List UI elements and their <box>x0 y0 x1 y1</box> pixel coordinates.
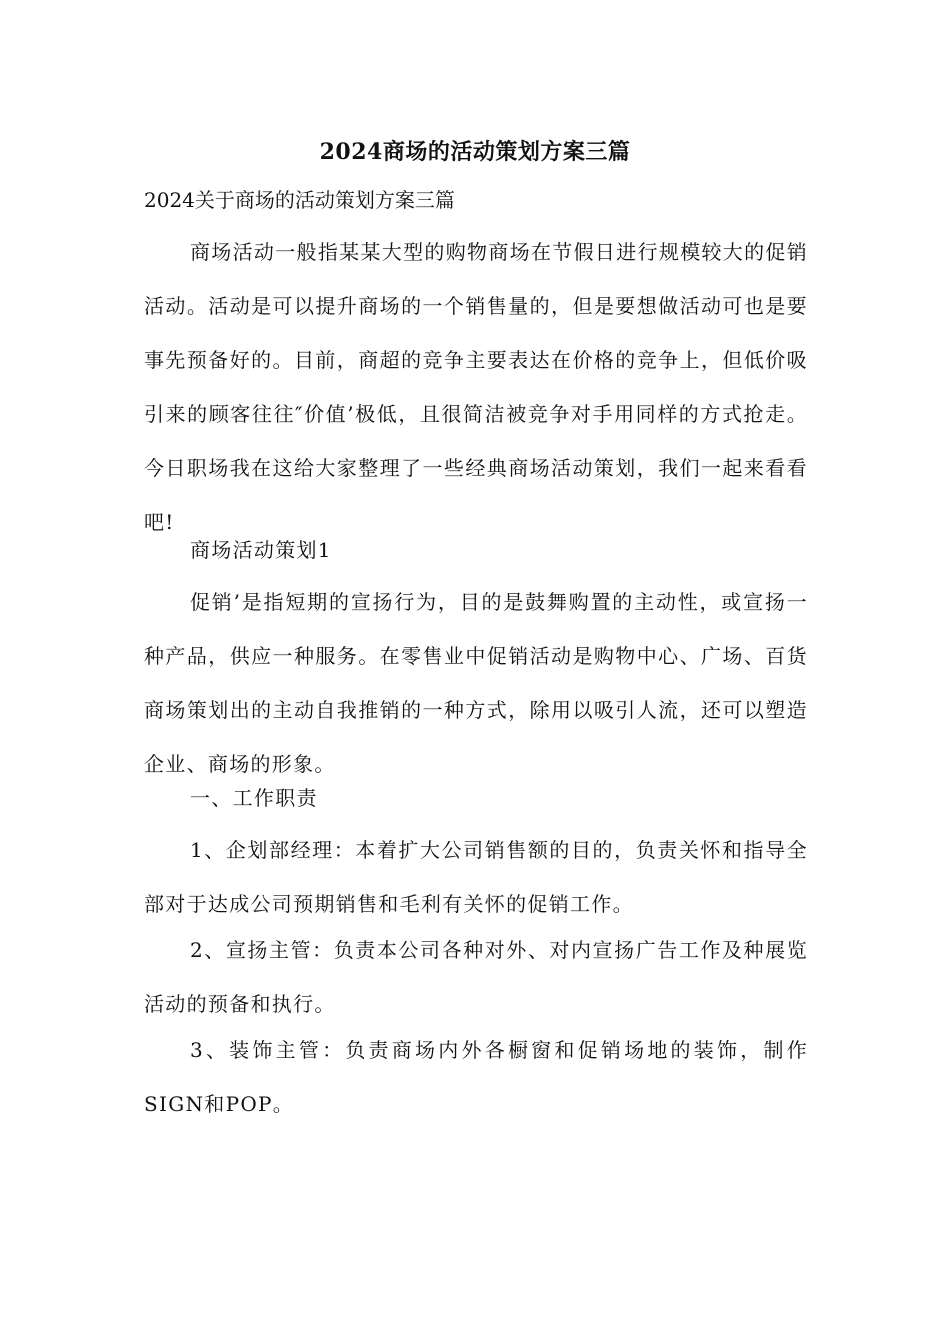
document-subtitle: 2024关于商场的活动策划方案三篇 <box>144 188 455 212</box>
duty-item-3: 3、装饰主管：负责商场内外各橱窗和促销场地的装饰，制作SIGN和POP。 <box>144 1038 808 1116</box>
section-heading-duties: 一、工作职责 <box>190 786 318 810</box>
promotion-paragraph: 促销’是指短期的宣扬行为，目的是鼓舞购置的主动性，或宣扬一种产品，供应一种服务。在零售业中促销活动是购物中心、广场、百货商场策划出的主动自我推销的一种方式，除用以吸引人流，还可以塑造企业、商场的形象。 <box>144 590 808 776</box>
duty-item-1: 1、企划部经理：本着扩大公司销售额的目的，负责关怀和指导全部对于达成公司预期销售和毛利有关怀的促销工作。 <box>144 838 808 916</box>
intro-paragraph: 商场活动一般指某某大型的购物商场在节假日进行规模较大的促销活动。活动是可以提升商场的一个销售量的，但是要想做活动可也是要事先预备好的。目前，商超的竞争主要表达在价格的竞争上，但低价吸引来的顾客往往″价值’极低，且很简洁被竞争对手用同样的方式抢走。今日职场我在这给大家整理了一些经典商场活动策划，我们一起来看看吧! <box>144 240 808 534</box>
section-heading-plan-1: 商场活动策划1 <box>190 538 332 562</box>
duty-item-2: 2、宣扬主管：负责本公司各种对外、对内宣扬广告工作及种展览活动的预备和执行。 <box>144 938 808 1016</box>
document-title: 2024商场的活动策划方案三篇 <box>319 139 631 165</box>
